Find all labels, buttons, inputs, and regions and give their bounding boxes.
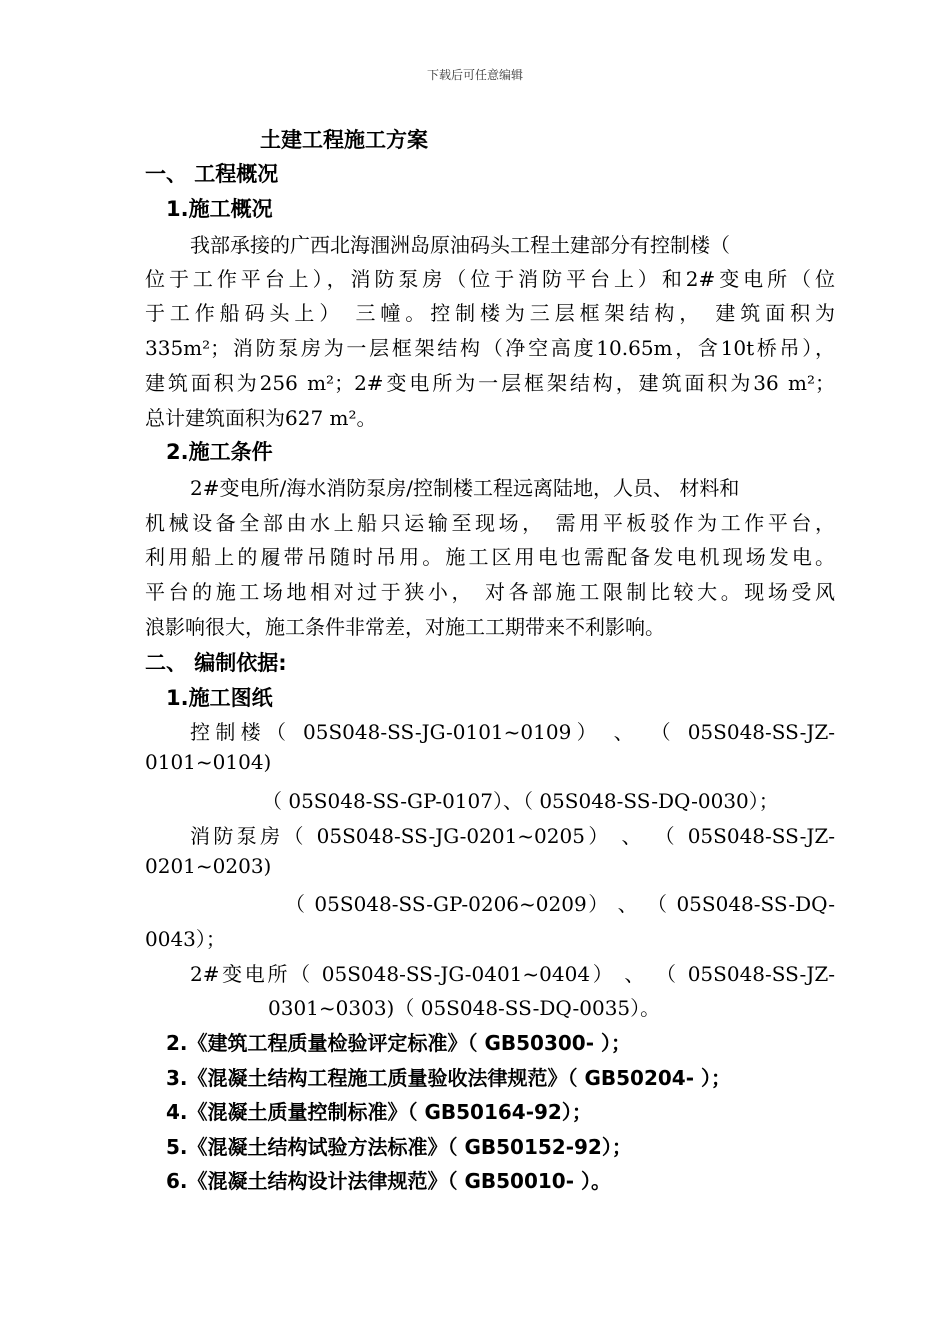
drawing-line: （ 05S048-SS-GP-0206~0209） 、 （ 05S048-SS-DQ- xyxy=(285,892,835,916)
drawing-line: 控制楼（ 05S048-SS-JG-0101~0109） 、 （ 05S048-SS-JZ- xyxy=(190,720,835,744)
reference-standard: 5.《混凝土结构试验方法标准》（ GB50152-92）； xyxy=(166,1135,632,1159)
reference-standard: 2.《建筑工程质量检验评定标准》（ GB50300- ）； xyxy=(166,1031,631,1055)
document-title: 土建工程施工方案 xyxy=(260,128,428,152)
drawing-line: 消防泵房（ 05S048-SS-JG-0201~0205） 、 （ 05S048-SS-JZ- xyxy=(190,824,835,848)
drawing-line: （ 05S048-SS-GP-0107）、（ 05S048-SS-DQ-0030）； xyxy=(262,789,779,813)
drawing-line: 0301~0303)（ 05S048-SS-DQ-0035）。 xyxy=(268,996,661,1020)
drawing-line: 0201~0203) xyxy=(145,854,272,878)
reference-standard: 3.《混凝土结构工程施工质量验收法律规范》（ GB50204- ）； xyxy=(166,1066,731,1090)
drawing-line: 0101~0104) xyxy=(145,750,272,774)
paragraph-line: 浪影响很大，施工条件非常差，对施工工期带来不利影响。 xyxy=(145,615,665,639)
paragraph-line: 335m²；消防泵房为一层框架结构（净空高度10.65m，含10t桥吊）， xyxy=(145,336,835,360)
drawing-line: 0043）； xyxy=(145,927,226,951)
reference-standard: 4.《混凝土质量控制标准》（ GB50164-92）； xyxy=(166,1100,592,1124)
paragraph-line: 平台的施工场地相对过于狭小， 对各部施工限制比较大。现场受风 xyxy=(145,580,835,604)
reference-standard: 6.《混凝土结构设计法律规范》（ GB50010- ）。 xyxy=(166,1169,611,1193)
paragraph-line: 我部承接的广西北海涠洲岛原油码头工程土建部分有控制楼（ xyxy=(190,233,730,257)
section-heading-overview: 一、 工程概况 xyxy=(145,162,279,186)
paragraph-line: 2#变电所/海水消防泵房/控制楼工程远离陆地，人员、 材料和 xyxy=(190,476,740,500)
paragraph-line: 利用船上的履带吊随时吊用。施工区用电也需配备发电机现场发电。 xyxy=(145,545,835,569)
paragraph-line: 于工作船码头上） 三幢。控制楼为三层框架结构， 建筑面积为 xyxy=(145,301,835,325)
paragraph-line: 总计建筑面积为627 m²。 xyxy=(145,406,377,430)
section-heading-basis: 二、 编制依据: xyxy=(145,651,287,675)
paragraph-line: 位于工作平台上），消防泵房（位于消防平台上）和2#变电所（位 xyxy=(145,267,835,291)
page-header: 下载后可任意编辑 xyxy=(426,68,523,82)
paragraph-line: 建筑面积为256 m²；2#变电所为一层框架结构，建筑面积为36 m²； xyxy=(145,371,835,395)
subheading-construction-overview: 1.施工概况 xyxy=(166,197,273,221)
subheading-drawings: 1.施工图纸 xyxy=(166,686,273,710)
drawing-line: 2#变电所（ 05S048-SS-JG-0401~0404） 、 （ 05S048-SS-JZ- xyxy=(190,962,835,986)
subheading-construction-conditions: 2.施工条件 xyxy=(166,440,273,464)
paragraph-line: 机械设备全部由水上船只运输至现场， 需用平板驳作为工作平台， xyxy=(145,511,835,535)
